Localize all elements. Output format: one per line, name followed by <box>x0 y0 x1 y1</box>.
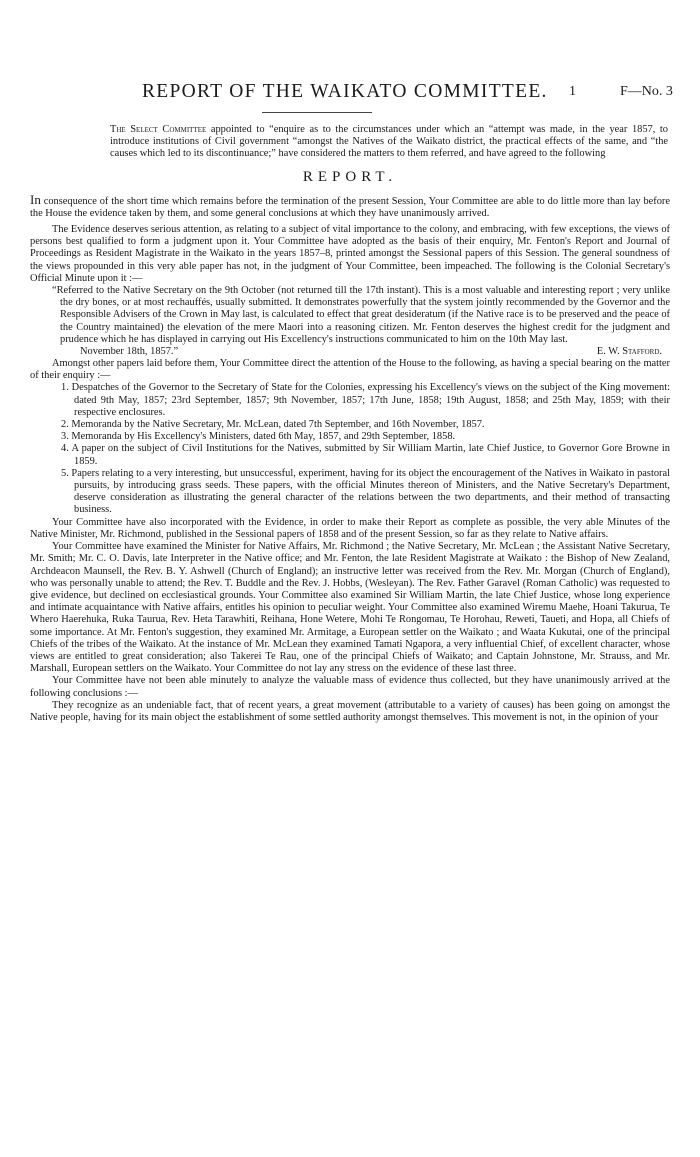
list-item: 1. Despatches of the Governor to the Secretary of State for the Colonies, expressing his Excellency's views on the subject of the King movement: dated 9th May, 1857; 23rd September, 1857; 9th November, 1857; 17th June, 1858; 19th August, 1858; and 25th May, 1859; with their respective enclosures. <box>61 382 670 418</box>
paragraph-2: The Evidence deserves serious attention, as relating to a subject of vital importance to the colony, and embracing, with few exceptions, the views of persons best qualified to form a judgment upon it. Your Committee have adopted as the basis of their enquiry, Mr. Fenton's Report and Journal of Proceedings as Resident Magistrate in the Waikato in the years 1857–8, printed amongst the Sessional papers of this Session. The general soundness of the views propounded in this very able paper has not, in the judgment of Your Committee, been impeached. The following is the Colonial Secretary's Official Minute upon it :— <box>30 224 670 284</box>
quote-footer <box>80 346 670 358</box>
list-item: 3. Memoranda by His Excellency's Ministers, dated 6th May, 1857, and 29th September, 1858. <box>61 431 456 443</box>
paragraph-7: They recognize as an undeniable fact, that of recent years, a great movement (attributable to a variety of causes) has been going on amongst the Native people, having for its main object the establishment of some settled authority amongst themselves. This movement is not, in the opinion of your <box>30 699 670 723</box>
paragraph-1 <box>30 191 670 220</box>
quote-date: November 18th, 1857.” <box>80 346 179 358</box>
quote-signature: E. W. Stafford. <box>596 346 662 358</box>
report-body <box>30 124 670 724</box>
list-item: 5. Papers relating to a very interesting, but unsuccessful, experiment, having for its object the encouragement of the Natives in Waikato in pastoral pursuits, by introducing grass seeds. These papers, with the official Minutes thereon of Ministers, and the Native Secretary's Department, deserve consideration as illustrating the general character of the relations between the two departments, and their method of transacting business. <box>61 467 670 516</box>
header-rule <box>262 112 372 113</box>
page-number: 1 <box>569 84 576 99</box>
list-item: 4. A paper on the subject of Civil Institutions for the Natives, submitted by Sir William Martin, late Chief Justice, to Governor Gore Browne in 1859. <box>61 443 670 467</box>
paragraph-1-initial: In <box>30 191 41 207</box>
paragraph-1-text: consequence of the short time which remains before the termination of the present Session, Your Committee are able to do little more than lay before the House the evidence taken by them, and some general conclusions at which they have unanimously arrived. <box>30 195 670 219</box>
paragraph-3: Amongst other papers laid before them, Your Committee direct the attention of the House to the following, as having a special bearing on the matter of their enquiry :— <box>30 358 670 382</box>
intro-paragraph <box>110 124 668 161</box>
report-heading: REPORT. <box>302 168 398 185</box>
paper-reference: F—No. 3 <box>620 84 673 99</box>
intro-text: appointed to “enquire as to the circumstances under which an “attempt was made, in the year 1857, to introduce institutions of Civil government “amongst the Natives of the Waikato district, the practical effects of the same, and “the causes which led to its discontinuance;” have considered the matters to them referred, and have agreed to the following <box>110 124 668 160</box>
list-item: 2. Memoranda by the Native Secretary, Mr. McLean, dated 7th September, and 16th November, 1857. <box>61 419 485 431</box>
page-header <box>0 80 700 104</box>
paragraph-4: Your Committee have also incorporated with the Evidence, in order to make their Report as complete as possible, the very able Minutes of the Native Minister, Mr. Richmond, published in the Sessional papers of 1858 and of the present Session, so far as they relate to Native affairs. <box>30 516 670 540</box>
paragraph-5: Your Committee have examined the Minister for Native Affairs, Mr. Richmond ; the Native Secretary, Mr. McLean ; the Assistant Native Secretary, Mr. Smith; Mr. C. O. Davis, late Interpreter in the Native office; and Mr. Fenton, the late Resident Magistrate at Waikato : the Bishop of New Zealand, Archdeacon Maunsell, the Rev. B. Y. Ashwell (Church of England); an instructive letter was received from the Rev. Mr. Morgan (Church of England), who was personally unable to attend; the Rev. T. Buddle and the Rev. J. Hobbs, (Wesleyan). The Rev. Father Garavel (Roman Catholic) was requested to give evidence, but declined on ecclesiastical grounds. Your Committee also examined Sir William Martin, the late Chief Justice, whose long experience and intimate acquaintance with Native affairs, entitles his opinion to peculiar weight. Your Committee also examined Wiremu Maehe, Hoani Takurua, Te Whero Haerehuka, Ruka Taurua, Rev. Heta Tarawhiti, Reihana, Hone Wetere, Mohi Te Rongomau, Te Horohau, Reweti, Taueti, and Hopa, all Chiefs of some importance. At Mr. Fenton's suggestion, they examined Mr. Armitage, a European settler on the Waikato ; and Waata Kukutai, one of the principal Chiefs of the tribes of the Waikato. At the instance of Mr. McLean they examined Tamati Ngapora, a very influential Chief, of excellent character, whose views are entitled to great consideration; also Takerei Te Rau, one of the principal Chiefs of Waikato; and Captain Johnstone, Mr. Strauss, and Mr. Marshall, European settlers on the Waikato. Your Committee do not lay any stress on the evidence of these last three. <box>30 541 670 675</box>
paragraph-6: Your Committee have not been able minutely to analyze the valuable mass of evidence thus collected, but they have unanimously arrived at the following conclusions :— <box>30 675 670 699</box>
official-minute-quote: “Referred to the Native Secretary on the 9th October (not returned till the 17th instant). This is a most valuable and interesting report ; very unlike the dry bones, or at most rechauffés, usually submitted. It demonstrates powerfully that the system jointly recommended by the Governor and the Responsible Advisers of the Crown in May last, is calculated to effect that great desideratum (if the Native race is to be preserved and the peace of the Country maintained) the elevation of the mere Maori into a reasoning citizen. Mr. Fenton deserves the highest credit for the judgment and prudence which he has displayed in carrying out His Excellency's instructions communicated to him on the 10th May last. <box>52 285 670 345</box>
report-title: REPORT OF THE WAIKATO COMMITTEE. <box>142 81 548 102</box>
intro-label: The Select Committee <box>110 124 207 135</box>
